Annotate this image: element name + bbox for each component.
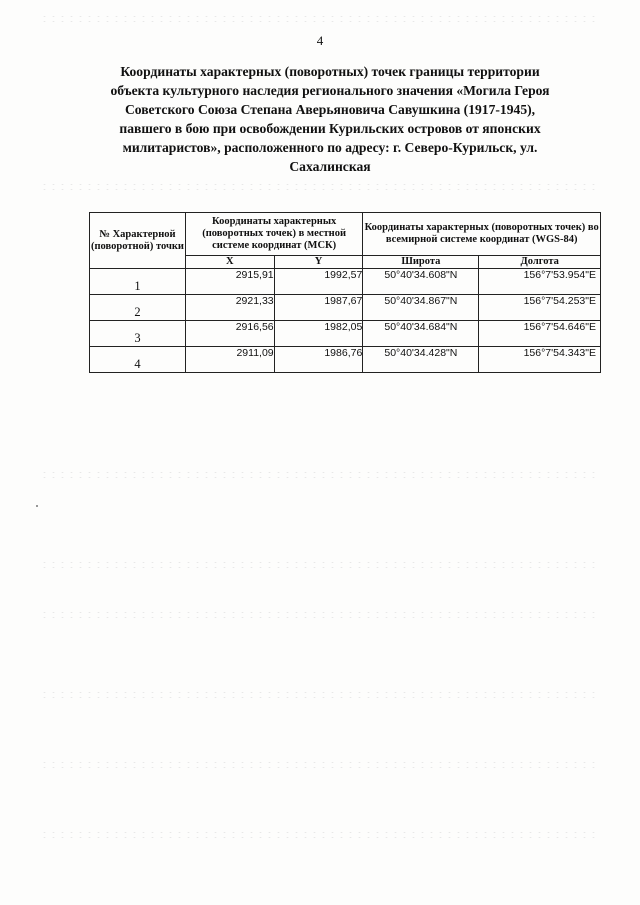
header-x: X bbox=[186, 256, 275, 269]
header-local-coordinates: Координаты характерных (поворотных точек) в местной системе координат (МСК) bbox=[186, 213, 363, 256]
scan-noise bbox=[40, 830, 600, 838]
cell-x: 2915,91 bbox=[186, 269, 275, 295]
cell-x: 2916,56 bbox=[186, 321, 275, 347]
cell-latitude: 50°40'34.684"N bbox=[363, 321, 479, 347]
cell-point-number: 4 bbox=[90, 347, 186, 373]
cell-longitude: 156°7'54.253"E bbox=[479, 295, 601, 321]
cell-longitude: 156°7'54.343"E bbox=[479, 347, 601, 373]
scan-speck bbox=[36, 505, 38, 507]
cell-longitude: 156°7'53.954"E bbox=[479, 269, 601, 295]
table-row bbox=[90, 321, 601, 347]
header-point-number: № Характерной (поворотной) точки bbox=[90, 213, 186, 269]
page-number: 4 bbox=[316, 33, 324, 48]
cell-point-number: 1 bbox=[90, 269, 186, 295]
table-row bbox=[90, 269, 601, 295]
title-line: павшего в бою при освобождении Курильских островов от японских bbox=[119, 121, 541, 136]
title-line: милитаристов», расположенного по адресу: г. Северо-Курильск, ул. bbox=[122, 140, 538, 155]
scan-noise bbox=[40, 690, 600, 698]
header-y: Y bbox=[274, 256, 363, 269]
cell-y: 1982,05 bbox=[274, 321, 363, 347]
coordinates-table bbox=[89, 212, 601, 373]
cell-y: 1987,67 bbox=[274, 295, 363, 321]
title-line: Сахалинская bbox=[289, 159, 371, 174]
cell-x: 2921,33 bbox=[186, 295, 275, 321]
scan-noise bbox=[40, 182, 600, 190]
cell-point-number: 2 bbox=[90, 295, 186, 321]
scan-noise bbox=[40, 470, 600, 478]
header-longitude: Долгота bbox=[479, 256, 601, 269]
title-line: объекта культурного наследия регионального значения «Могила Героя bbox=[110, 83, 550, 98]
document-title bbox=[80, 62, 580, 176]
cell-latitude: 50°40'34.608"N bbox=[363, 269, 479, 295]
title-line: Координаты характерных (поворотных) точек границы территории bbox=[120, 64, 540, 79]
cell-latitude: 50°40'34.428"N bbox=[363, 347, 479, 373]
header-global-coordinates: Координаты характерных (поворотных точек) во всемирной системе координат (WGS-84) bbox=[363, 213, 601, 256]
scan-noise bbox=[40, 560, 600, 568]
scan-noise bbox=[40, 760, 600, 768]
table-row bbox=[90, 347, 601, 373]
table-row bbox=[90, 295, 601, 321]
scan-noise bbox=[40, 14, 600, 22]
cell-latitude: 50°40'34.867"N bbox=[363, 295, 479, 321]
cell-x: 2911,09 bbox=[186, 347, 275, 373]
scan-noise bbox=[40, 610, 600, 618]
cell-y: 1992,57 bbox=[274, 269, 363, 295]
cell-y: 1986,76 bbox=[274, 347, 363, 373]
cell-longitude: 156°7'54.646"E bbox=[479, 321, 601, 347]
header-latitude: Широта bbox=[363, 256, 479, 269]
cell-point-number: 3 bbox=[90, 321, 186, 347]
title-line: Советского Союза Степана Аверьяновича Савушкина (1917-1945), bbox=[124, 102, 536, 117]
